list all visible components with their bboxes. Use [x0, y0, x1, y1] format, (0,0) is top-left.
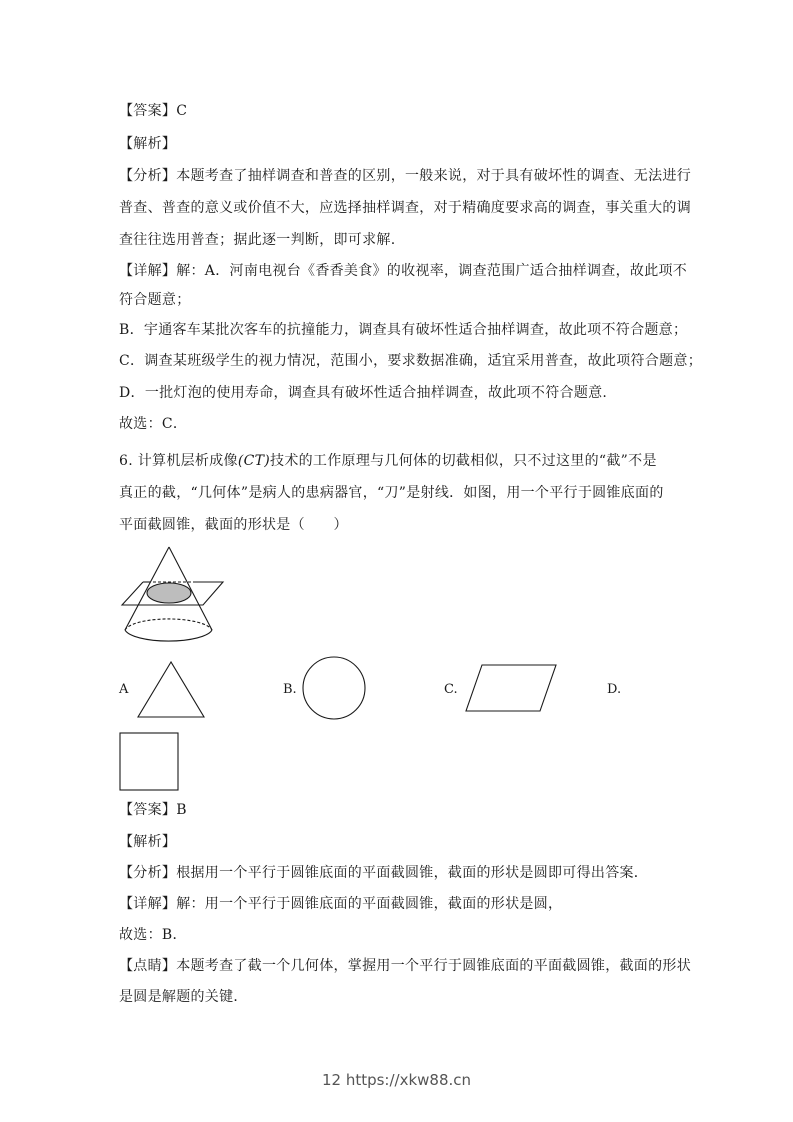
q5-option-c-analysis: C．调查某班级学生的视力情况，范围小，要求数据准确，适宜采用普查，故此项符合题意； [119, 353, 703, 369]
q6-stem-line-3: 平面截圆锥，截面的形状是（ ） [119, 517, 348, 533]
answer-tag: 【答案】 [119, 103, 177, 119]
q5-option-d-analysis: D．一批灯泡的使用寿命，调查具有破坏性适合抽样调查，故此项不符合题意. [119, 385, 608, 401]
xiangjie-tag: 【详解】 [119, 263, 177, 279]
stem-text: 技术的工作原理与几何体的切截相似，只不过这里的“截”不是 [270, 453, 657, 469]
dianjing-text: 本题考查了截一个几何体，掌握用一个平行于圆锥底面的平面截圆锥，截面的形状 [176, 958, 692, 974]
fenxi-tag: 【分析】 [119, 168, 177, 184]
q6-stem-line-2: 真正的截，“几何体”是病人的患病器官，“刀”是射线．如图，用一个平行于圆锥底面的 [119, 485, 664, 501]
fenxi-text: 根据用一个平行于圆锥底面的平面截圆锥，截面的形状是圆即可得出答案． [176, 865, 649, 881]
answer-tag: 【答案】 [119, 802, 177, 818]
option-a-label: A [119, 682, 129, 697]
option-d-label: D. [607, 682, 622, 697]
q5-fenxi-line-3: 查往往选用普查；据此逐一判断，即可求解. [119, 232, 396, 248]
q5-choice: 故选：C． [119, 416, 188, 432]
q6-fenxi [119, 864, 648, 882]
q6-analysis-header: 【解析】 [119, 834, 177, 850]
q6-xiangjie [119, 895, 562, 913]
footer-site-link[interactable]: https://xkw88.cn [345, 1071, 472, 1089]
option-b-label: B. [283, 682, 297, 697]
option-b-circle [303, 657, 365, 719]
ct-formula: (CT) [237, 453, 271, 469]
q5-analysis-header: 【解析】 [119, 136, 177, 152]
q5-option-b-analysis: B．宇通客车某批次客车的抗撞能力，调查具有破坏性适合抽样调查，故此项不符合题意； [119, 322, 688, 338]
q6-choice: 故选：B． [119, 927, 187, 943]
option-d-square [120, 733, 178, 790]
page-number: 12 [321, 1071, 342, 1089]
fenxi-tag: 【分析】 [119, 865, 177, 881]
q5-fenxi-line-2: 普查、普查的意义或价值不大，应选择抽样调查，对于精确度要求高的调查，事关重大的调 [119, 200, 691, 216]
page-footer [0, 1071, 793, 1089]
q6-dianjing-line-1 [119, 957, 691, 975]
xiangjie-tag: 【详解】 [119, 896, 177, 912]
q6-dianjing-line-2: 是圆是解题的关键． [119, 989, 248, 1005]
q6-answer-line [119, 801, 187, 819]
cone-section-figure [122, 547, 223, 641]
answer-value: B [176, 802, 187, 818]
fenxi-text: 本题考查了抽样调查和普查的区别，一般来说，对于具有破坏性的调查、无法进行 [176, 168, 692, 184]
option-c-label: C. [444, 682, 458, 697]
question-number: 6. [119, 453, 133, 469]
q5-xiangjie-line-2: 符合题意； [119, 292, 191, 308]
xiangjie-text: 解：A．河南电视台《香香美食》的收视率，调查范围广适合抽样调查，故此项不 [176, 263, 688, 279]
stem-text: 计算机层析成像 [137, 453, 238, 469]
answer-value: C [176, 103, 188, 119]
dianjing-tag: 【点睛】 [119, 958, 177, 974]
option-a-triangle [138, 662, 204, 717]
xiangjie-text: 解：用一个平行于圆锥底面的平面截圆锥，截面的形状是圆， [176, 896, 563, 912]
option-c-parallelogram [466, 665, 556, 711]
